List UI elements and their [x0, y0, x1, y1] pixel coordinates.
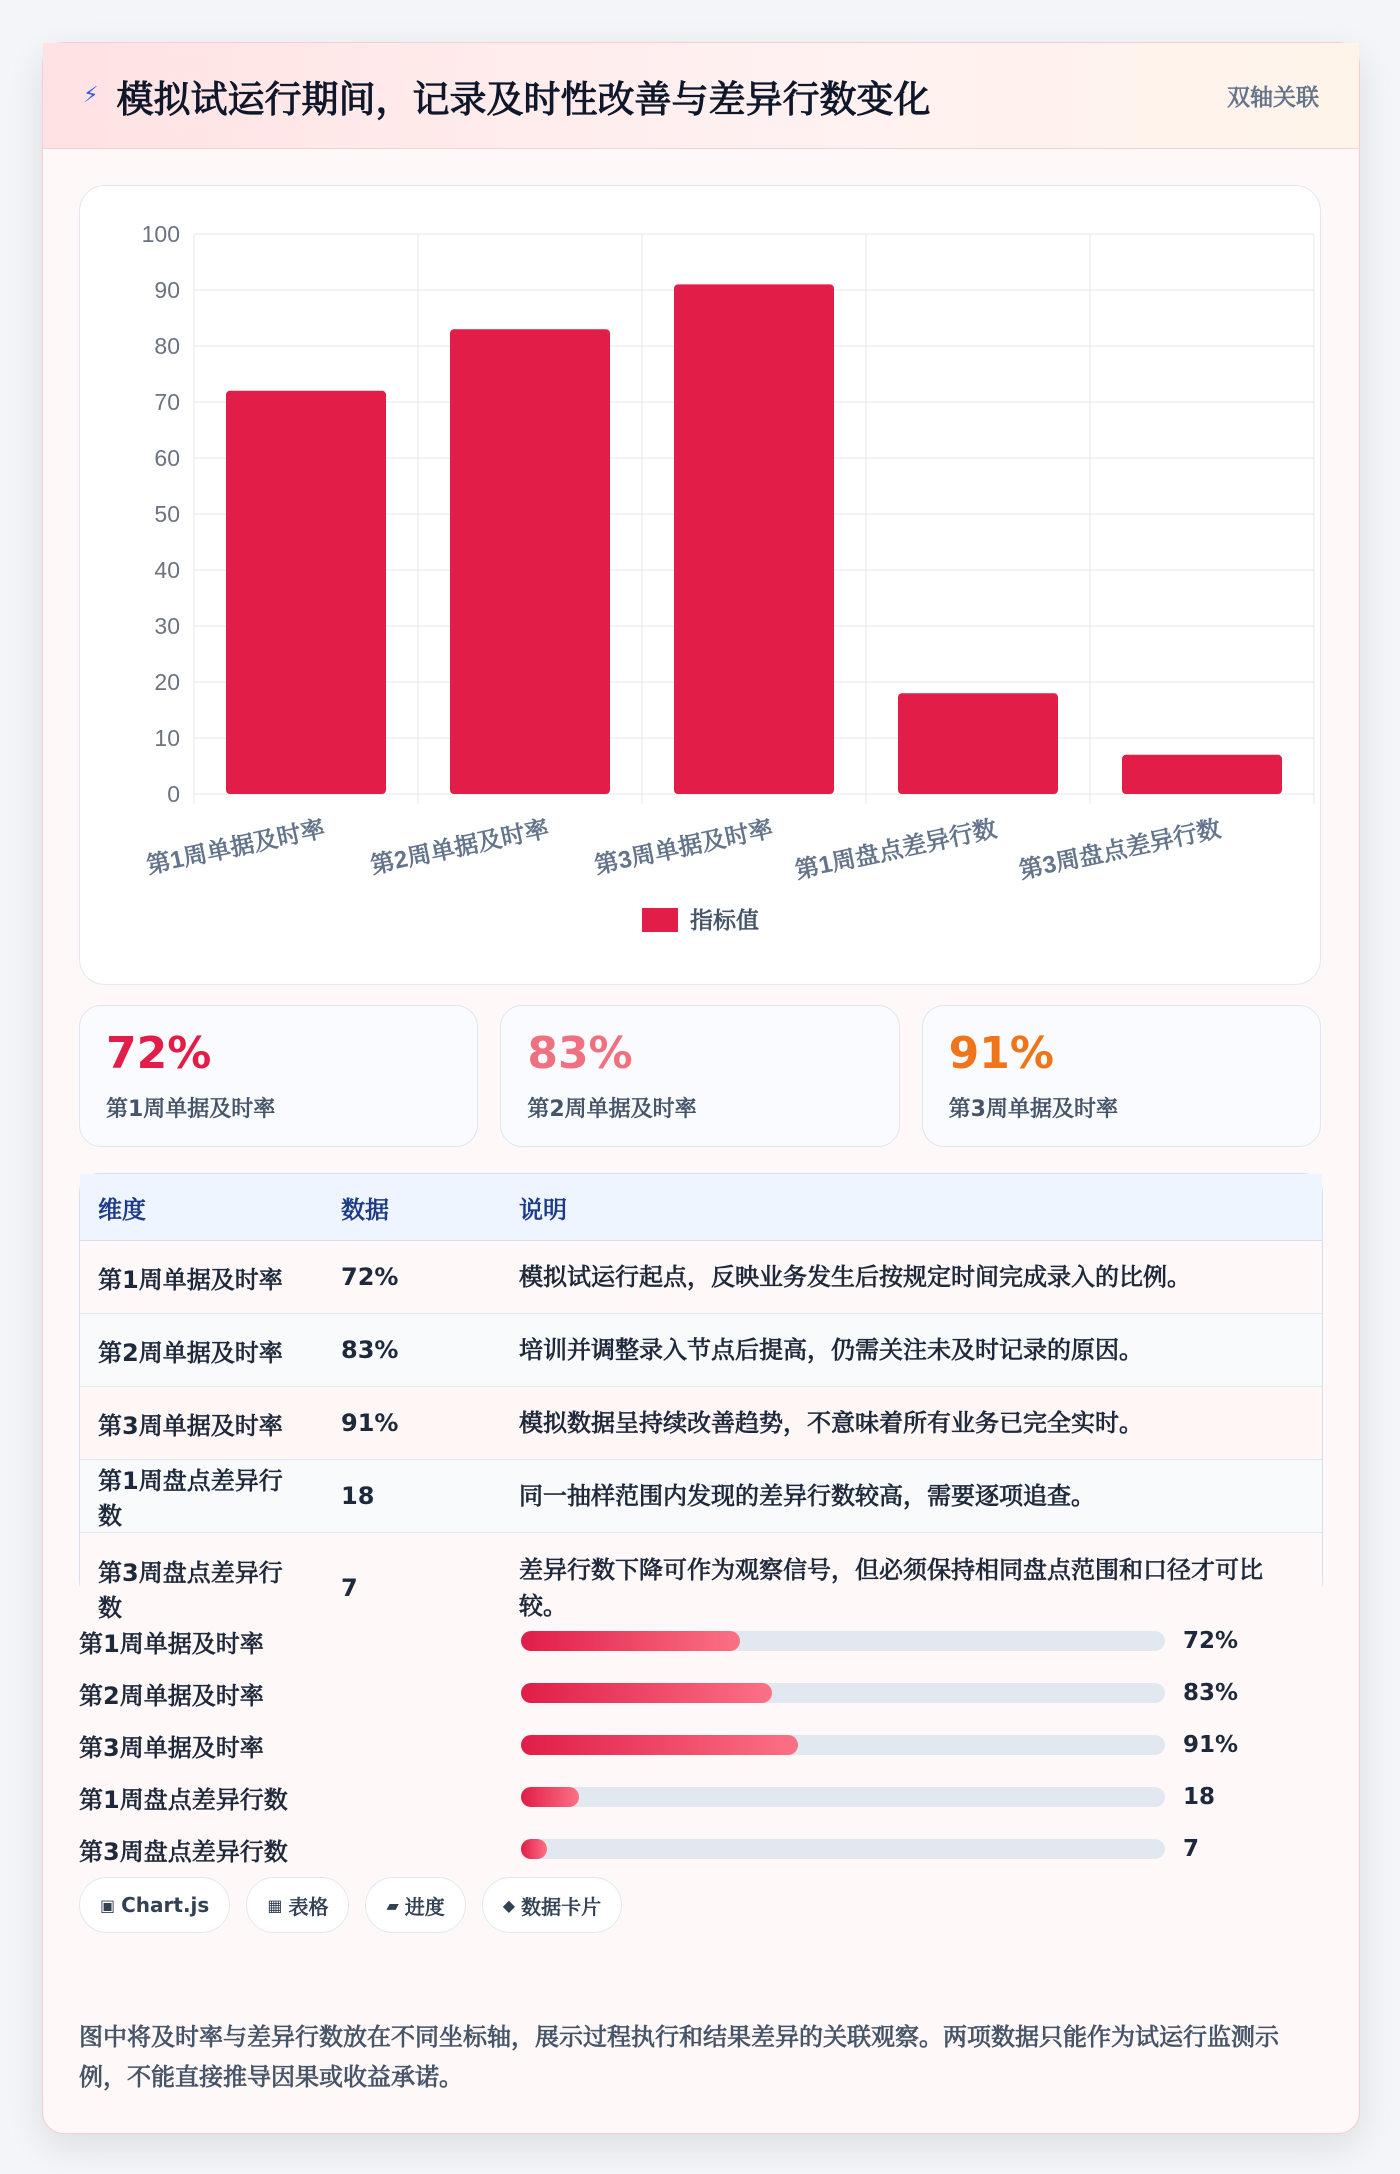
progress-fill: [521, 1683, 772, 1703]
progress-row: [79, 1823, 1321, 1875]
y-tick-label: 40: [154, 557, 180, 583]
table-icon: ▦: [267, 1895, 283, 1915]
kpi-card: [500, 1005, 899, 1147]
chip-table[interactable]: [246, 1877, 349, 1933]
progress-icon: ▰: [386, 1895, 399, 1915]
table-row: [80, 1460, 1322, 1533]
table-row: [80, 1314, 1322, 1387]
bar-chart: [79, 185, 1321, 985]
kpi-label: 第2周单据及时率: [527, 1097, 697, 1123]
cell-description: 差异行数下降可作为观察信号，但必须保持相同盘点范围和口径才可比较。: [501, 1533, 1322, 1644]
progress-value: 7: [1183, 1836, 1200, 1862]
y-tick-label: 100: [141, 221, 180, 247]
cell-dimension: 第2周单据及时率: [80, 1314, 323, 1387]
legend-label: 指标值: [690, 907, 759, 933]
y-tick-label: 20: [154, 669, 180, 695]
bar: [450, 329, 610, 794]
progress-fill: [521, 1735, 798, 1755]
cell-value: 7: [323, 1533, 501, 1644]
cell-description: 同一抽样范围内发现的差异行数较高，需要逐项追查。: [501, 1460, 1322, 1533]
progress-row: [79, 1667, 1321, 1719]
progress-label: 第2周单据及时率: [79, 1681, 264, 1710]
y-tick-label: 10: [154, 725, 180, 751]
bolt-icon: ⚡: [83, 83, 99, 108]
y-tick-label: 80: [154, 333, 180, 359]
kpi-label: 第1周单据及时率: [106, 1097, 276, 1123]
progress-fill: [521, 1631, 740, 1651]
cell-description: 模拟试运行起点，反映业务发生后按规定时间完成录入的比例。: [501, 1241, 1322, 1314]
y-tick-label: 70: [154, 389, 180, 415]
dashboard-card: [42, 42, 1360, 2134]
chart-icon: ▣: [100, 1895, 116, 1915]
diamond-icon: ◆: [502, 1895, 516, 1915]
x-tick-label: 第1周单据及时率: [144, 815, 328, 880]
progress-label: 第3周单据及时率: [79, 1733, 264, 1762]
y-tick-label: 60: [154, 445, 180, 471]
progress-row: [79, 1615, 1321, 1667]
bar: [1122, 755, 1282, 794]
kpi-cards: [79, 1005, 1321, 1147]
cell-dimension: 第1周单据及时率: [80, 1241, 323, 1314]
progress-track: [521, 1787, 1165, 1807]
column-header: 数据: [323, 1174, 501, 1241]
chip-progress[interactable]: [365, 1877, 465, 1933]
x-tick-label: 第3周盘点差异行数: [1016, 815, 1224, 885]
cell-value: 91%: [323, 1387, 501, 1460]
x-tick-label: 第2周单据及时率: [368, 815, 552, 880]
chip-label: 表格: [288, 1894, 329, 1919]
cell-description: 培训并调整录入节点后提高，仍需关注未及时记录的原因。: [501, 1314, 1322, 1387]
progress-label: 第1周单据及时率: [79, 1629, 264, 1658]
y-tick-label: 50: [154, 501, 180, 527]
kpi-value: 91%: [948, 1028, 1054, 1079]
kpi-card: [79, 1005, 478, 1147]
progress-value: 91%: [1183, 1732, 1239, 1758]
cell-value: 83%: [323, 1314, 501, 1387]
bar: [226, 391, 386, 794]
table-row: [80, 1387, 1322, 1460]
progress-value: 18: [1183, 1784, 1216, 1810]
cell-value: 18: [323, 1460, 501, 1533]
header-tag: 双轴关联: [1227, 85, 1319, 111]
cell-value: 72%: [323, 1241, 501, 1314]
progress-list: [79, 1615, 1321, 1875]
progress-fill: [521, 1839, 547, 1859]
chip-label: 数据卡片: [521, 1894, 602, 1919]
data-table: [79, 1173, 1323, 1622]
bar-chart-svg: [80, 186, 1320, 984]
progress-track: [521, 1631, 1165, 1651]
cell-dimension: 第1周盘点差异行数: [80, 1460, 323, 1533]
chip-chartjs[interactable]: [79, 1877, 230, 1933]
progress-label: 第3周盘点差异行数: [79, 1837, 288, 1866]
page-title: 模拟试运行期间，记录及时性改善与差异行数变化: [116, 77, 931, 121]
y-tick-label: 90: [154, 277, 180, 303]
table-header-row: [80, 1174, 1322, 1241]
column-header: 说明: [501, 1174, 1322, 1241]
progress-track: [521, 1839, 1165, 1859]
bar: [898, 693, 1058, 794]
footnote: 图中将及时率与差异行数放在不同坐标轴，展示过程执行和结果差异的关联观察。两项数据只能作为试运行监测示例，不能直接推导因果或收益承诺。: [79, 2023, 1279, 2091]
card-header: [43, 43, 1359, 149]
x-tick-label: 第1周盘点差异行数: [792, 815, 1000, 885]
column-header: 维度: [80, 1174, 323, 1241]
progress-row: [79, 1719, 1321, 1771]
progress-value: 83%: [1183, 1680, 1239, 1706]
bar: [674, 284, 834, 794]
tech-chips: [79, 1877, 622, 1933]
chip-label: Chart.js: [121, 1893, 210, 1917]
progress-row: [79, 1771, 1321, 1823]
legend-swatch: [642, 908, 678, 932]
table-row: [80, 1241, 1322, 1314]
y-tick-label: 0: [167, 781, 180, 807]
y-tick-label: 30: [154, 613, 180, 639]
kpi-value: 83%: [527, 1028, 633, 1079]
chip-data-cards[interactable]: [482, 1877, 622, 1933]
progress-label: 第1周盘点差异行数: [79, 1785, 288, 1814]
progress-track: [521, 1683, 1165, 1703]
progress-value: 72%: [1183, 1628, 1239, 1654]
chip-label: 进度: [404, 1894, 445, 1919]
progress-track: [521, 1735, 1165, 1755]
kpi-card: [922, 1005, 1321, 1147]
cell-description: 模拟数据呈持续改善趋势，不意味着所有业务已完全实时。: [501, 1387, 1322, 1460]
progress-fill: [521, 1787, 579, 1807]
x-tick-label: 第3周单据及时率: [592, 815, 776, 880]
kpi-label: 第3周单据及时率: [948, 1097, 1118, 1123]
cell-dimension: 第3周盘点差异行数: [80, 1533, 323, 1644]
kpi-value: 72%: [106, 1028, 212, 1079]
cell-dimension: 第3周单据及时率: [80, 1387, 323, 1460]
